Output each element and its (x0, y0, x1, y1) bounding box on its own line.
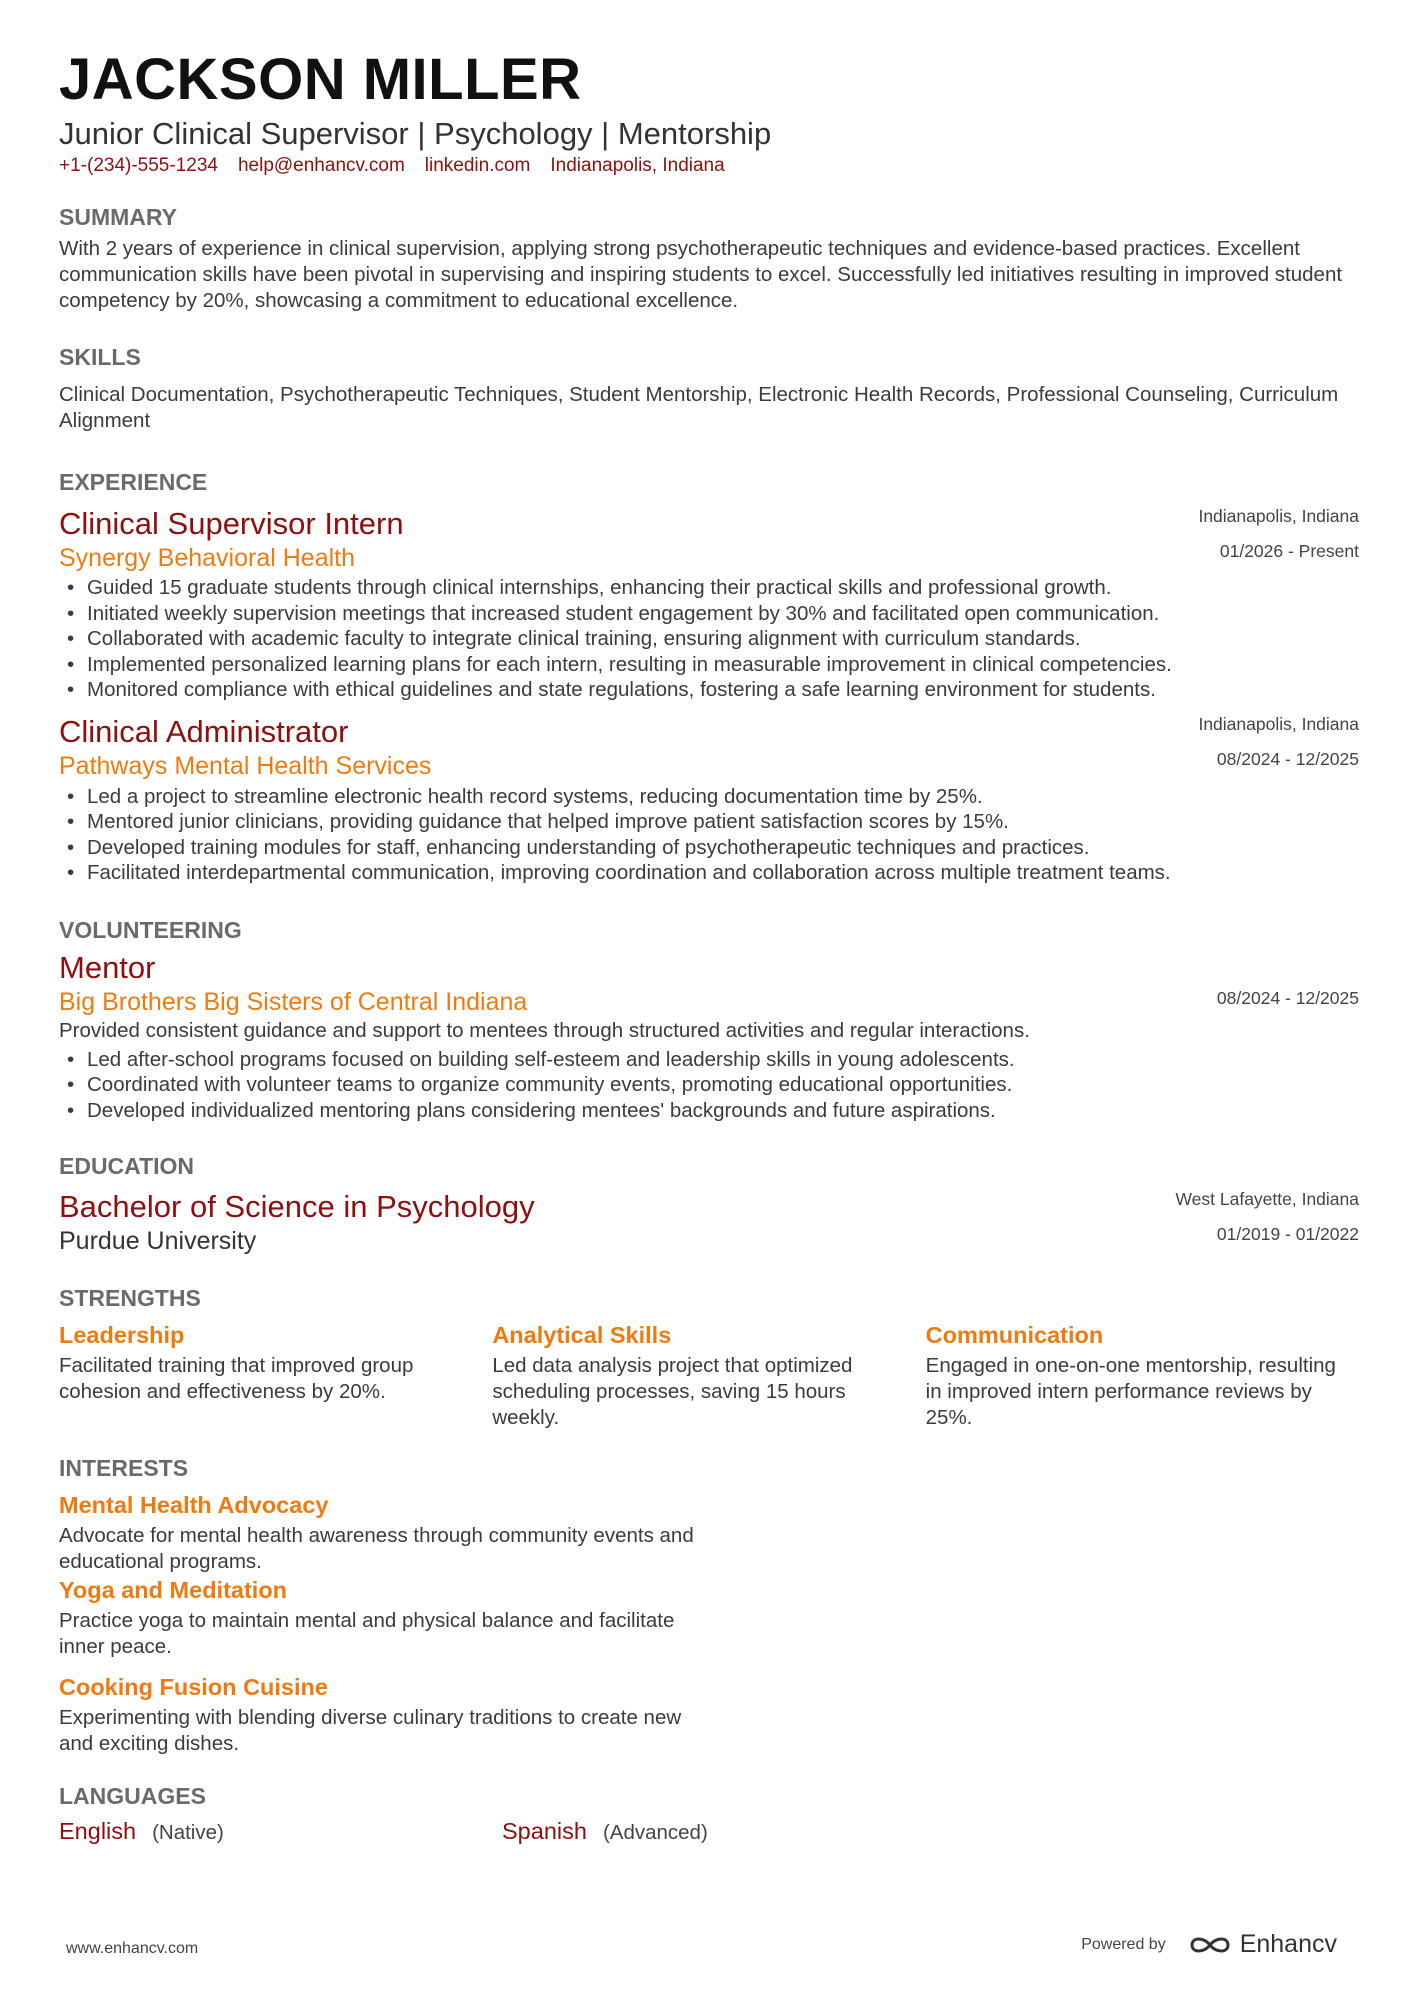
job-dates: 08/2024 - 12/2025 (1216, 748, 1359, 769)
language-item (502, 1818, 945, 1845)
job-bullet: • Guided 15 graduate students through clinical internships, enhancing their practical skills and professional growth. (59, 575, 1359, 601)
job-bullet: • Developed training modules for staff, enhancing understanding of psychotherapeutic techniques and practices. (59, 835, 1359, 861)
strength-title: Leadership (59, 1322, 185, 1348)
strength-item (926, 1320, 1359, 1431)
section-title-skills: SKILLS (59, 344, 141, 370)
enhancv-logo-icon (1188, 1933, 1232, 1957)
interest-text: Advocate for mental health awareness through community events and educational programs. (59, 1524, 694, 1573)
phone-link[interactable]: +1-(234)-555-1234 (59, 155, 218, 176)
enhancv-brand[interactable] (1188, 1930, 1337, 1959)
powered-by-text: Powered by (1081, 1935, 1166, 1953)
strength-item (59, 1320, 492, 1431)
strength-title: Analytical Skills (492, 1322, 672, 1348)
job-bullet: • Led a project to streamline electronic health record systems, reducing documentation time by 25%. (59, 784, 1359, 810)
volunteering-entry (59, 949, 1359, 1124)
section-title-interests: INTERESTS (59, 1455, 189, 1481)
language-level: (Native) (152, 1821, 224, 1844)
job-bullet: • Facilitated interdepartmental communication, improving coordination and collaboration across multiple treatment teams. (59, 860, 1359, 886)
volunteer-dates: 08/2024 - 12/2025 (1216, 987, 1359, 1008)
strengths-section (59, 1284, 1359, 1431)
strength-text: Engaged in one-on-one mentorship, resulting in improved intern performance reviews by 25%. (925, 1354, 1336, 1429)
interest-text: Experimenting with blending diverse culinary traditions to create new and exciting dishes. (59, 1706, 682, 1755)
education-location: West Lafayette, Indiana (1175, 1189, 1359, 1209)
language-item (59, 1818, 502, 1845)
interest-text: Practice yoga to maintain mental and physical balance and facilitate inner peace. (59, 1609, 675, 1658)
job-bullet: • Mentored junior clinicians, providing guidance that helped improve patient satisfaction scores by 15%. (59, 809, 1359, 835)
job-location: Indianapolis, Indiana (1198, 713, 1359, 734)
job-bullet: • Initiated weekly supervision meetings that increased student engagement by 30% and facilitated open communication. (59, 601, 1359, 627)
job-bullet: • Monitored compliance with ethical guidelines and state regulations, fostering a safe learning environment for students. (59, 677, 1359, 703)
job-dates: 01/2026 - Present (1219, 541, 1359, 561)
volunteer-org: Big Brothers Big Sisters of Central Indiana (59, 987, 528, 1016)
job-title: Clinical Supervisor Intern (59, 506, 404, 541)
strengths-grid (59, 1320, 1359, 1431)
degree-title: Bachelor of Science in Psychology (59, 1189, 535, 1224)
contact-line (59, 154, 1359, 178)
summary-section (59, 203, 1359, 314)
interest-title: Cooking Fusion Cuisine (59, 1674, 328, 1700)
volunteering-section (59, 916, 1359, 1124)
candidate-headline: Junior Clinical Supervisor | Psychology | Mentorship (59, 116, 772, 151)
summary-text: With 2 years of experience in clinical supervision, applying strong psychotherapeutic techniques and evidence-based practices. Excellent communication skills have been pivotal in supervising and inspiring students to excel. Successfully led initiatives resulting in improved student competency by 20%, showcasing a commitment to educational excellence. (59, 237, 1343, 312)
strength-text: Led data analysis project that optimized scheduling processes, saving 15 hours weekly. (492, 1354, 853, 1429)
job-location: Indianapolis, Indiana (1198, 506, 1359, 526)
interest-item (59, 1672, 724, 1757)
job-title: Clinical Administrator (59, 713, 349, 749)
resume-page (59, 48, 1359, 1845)
strength-title: Communication (925, 1322, 1104, 1348)
languages-list (59, 1818, 1359, 1845)
volunteer-bullet: • Developed individualized mentoring plans considering mentees' backgrounds and future aspirations. (59, 1098, 1359, 1124)
section-title-summary: SUMMARY (59, 204, 177, 230)
enhancv-brand-name: Enhancv (1239, 1930, 1337, 1958)
language-name: Spanish (502, 1818, 587, 1844)
experience-entry (59, 713, 1359, 886)
education-section (59, 1152, 1359, 1257)
footer-website[interactable]: www.enhancv.com (66, 1940, 199, 1957)
section-title-education: EDUCATION (59, 1153, 195, 1179)
interest-item (59, 1490, 724, 1575)
interests-section (59, 1454, 1359, 1757)
interest-title: Mental Health Advocacy (59, 1492, 329, 1518)
job-bullets (59, 575, 1359, 703)
experience-section (59, 468, 1359, 886)
section-title-volunteering: VOLUNTEERING (59, 916, 242, 943)
strength-item (492, 1320, 925, 1431)
interest-title: Yoga and Meditation (59, 1577, 288, 1603)
footer-branding (1081, 1930, 1337, 1959)
linkedin-link[interactable]: linkedin.com (424, 155, 531, 176)
job-bullets (59, 784, 1359, 886)
education-entry (59, 1188, 1359, 1257)
job-bullet: • Collaborated with academic faculty to integrate clinical training, ensuring alignment with curriculum standards. (59, 626, 1359, 652)
job-company: Pathways Mental Health Services (59, 751, 432, 780)
job-bullet: • Implemented personalized learning plans for each intern, resulting in measurable improvement in clinical competencies. (59, 652, 1359, 678)
languages-section (59, 1782, 1359, 1845)
skills-section (59, 343, 1359, 434)
volunteer-bullet: • Led after-school programs focused on building self-esteem and leadership skills in young adolescents. (59, 1047, 1359, 1073)
education-dates: 01/2019 - 01/2022 (1216, 1224, 1359, 1244)
volunteer-description: Provided consistent guidance and support to mentees through structured activities and regular interactions. (59, 1018, 1030, 1042)
volunteer-bullet: • Coordinated with volunteer teams to organize community events, promoting educational opportunities. (59, 1072, 1359, 1098)
volunteer-bullets (59, 1047, 1359, 1124)
interests-grid (59, 1490, 1359, 1757)
volunteer-role: Mentor (59, 949, 156, 985)
skills-text: Clinical Documentation, Psychotherapeutic Techniques, Student Mentorship, Electronic Health Records, Professional Counseling, Curriculum Alignment (59, 383, 1339, 432)
language-level: (Advanced) (602, 1821, 708, 1844)
language-name: English (59, 1818, 137, 1844)
school-name: Purdue University (59, 1227, 257, 1255)
experience-entry (59, 505, 1359, 703)
strength-text: Facilitated training that improved group cohesion and effectiveness by 20%. (59, 1354, 414, 1403)
resume-header (59, 48, 1359, 178)
job-company: Synergy Behavioral Health (59, 544, 355, 572)
interest-item (59, 1575, 724, 1660)
section-title-strengths: STRENGTHS (59, 1285, 201, 1311)
email-link[interactable]: help@enhancv.com (237, 155, 405, 176)
candidate-name: JACKSON MILLER (59, 47, 582, 112)
section-title-languages: LANGUAGES (59, 1783, 206, 1809)
location-text: Indianapolis, Indiana (550, 155, 725, 176)
section-title-experience: EXPERIENCE (59, 469, 208, 495)
